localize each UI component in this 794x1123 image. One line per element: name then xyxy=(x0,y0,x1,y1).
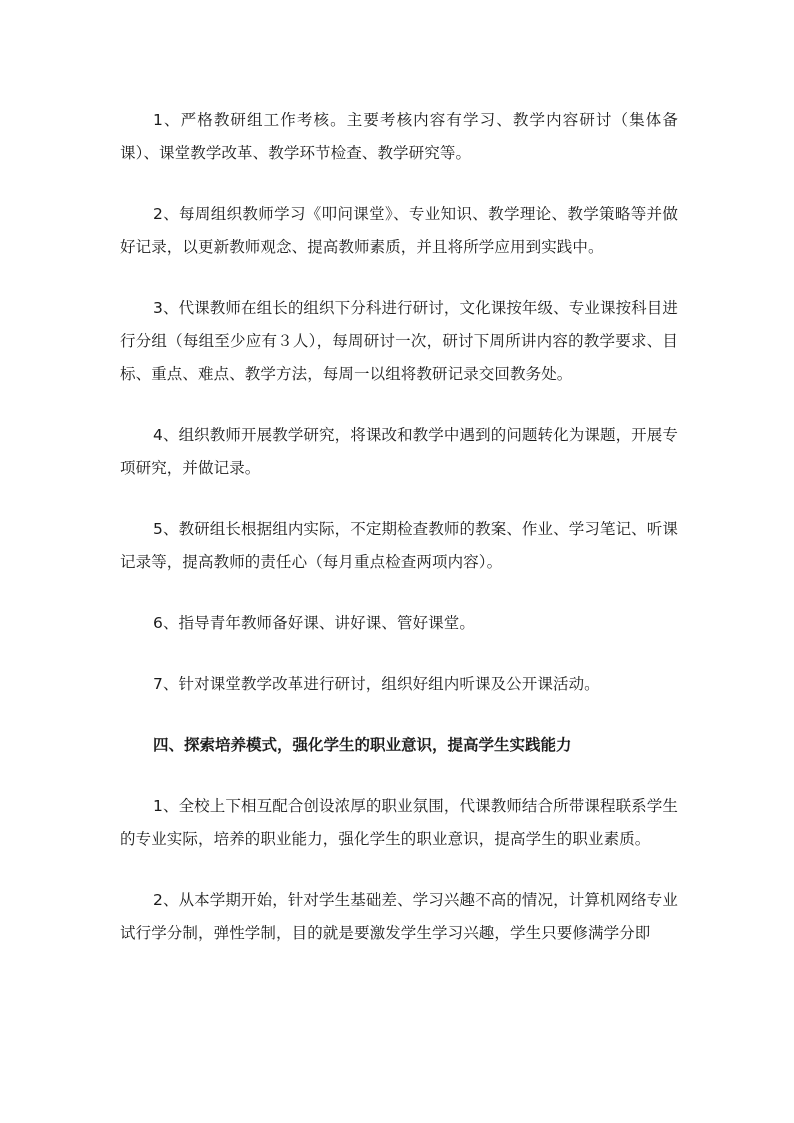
document-body xyxy=(120,104,678,978)
paragraph-section4-item-1: 1、全校上下相互配合创设浓厚的职业氛围，代课教师结合所带课程联系学生的专业实际，培养的职业能力，强化学生的职业意识，提高学生的职业素质。 xyxy=(120,797,678,848)
paragraph-item-6: 6、指导青年教师备好课、讲好课、管好课堂。 xyxy=(153,614,475,632)
paragraph-item-2: 2、每周组织教师学习《叩问课堂》、专业知识、教学理论、教学策略等并做好记录，以更新教师观念、提高教师素质，并且将所学应用到实践中。 xyxy=(120,205,678,256)
paragraph-item-4: 4、组织教师开展教学研究，将课改和教学中遇到的问题转化为课题，开展专项研究，并做记录。 xyxy=(120,426,678,477)
section-heading: 四、探索培养模式，强化学生的职业意识，提高学生实践能力 xyxy=(153,736,572,754)
paragraph-section4-item-2: 2、从本学期开始，针对学生基础差、学习兴趣不高的情况，计算机网络专业试行学分制，弹性学制，目的就是要激发学生学习兴趣，学生只要修满学分即 xyxy=(120,891,678,942)
paragraph-item-1: 1、严格教研组工作考核。主要考核内容有学习、教学内容研讨（集体备课）、课堂教学改革、教学环节检查、教学研究等。 xyxy=(120,111,678,162)
paragraph-item-7: 7、针对课堂教学改革进行研讨，组织好组内听课及公开课活动。 xyxy=(153,675,600,693)
paragraph-item-3: 3、代课教师在组长的组织下分科进行研讨，文化课按年级、专业课按科目进行分组（每组至少应有３人），每周研讨一次，研讨下周所讲内容的教学要求、目标、重点、难点、教学方法，每周一以组将教研记录交回教务处。 xyxy=(120,299,678,383)
paragraph-item-5: 5、教研组长根据组内实际，不定期检查教师的教案、作业、学习笔记、听课记录等，提高教师的责任心（每月重点检查两项内容）。 xyxy=(120,520,678,571)
